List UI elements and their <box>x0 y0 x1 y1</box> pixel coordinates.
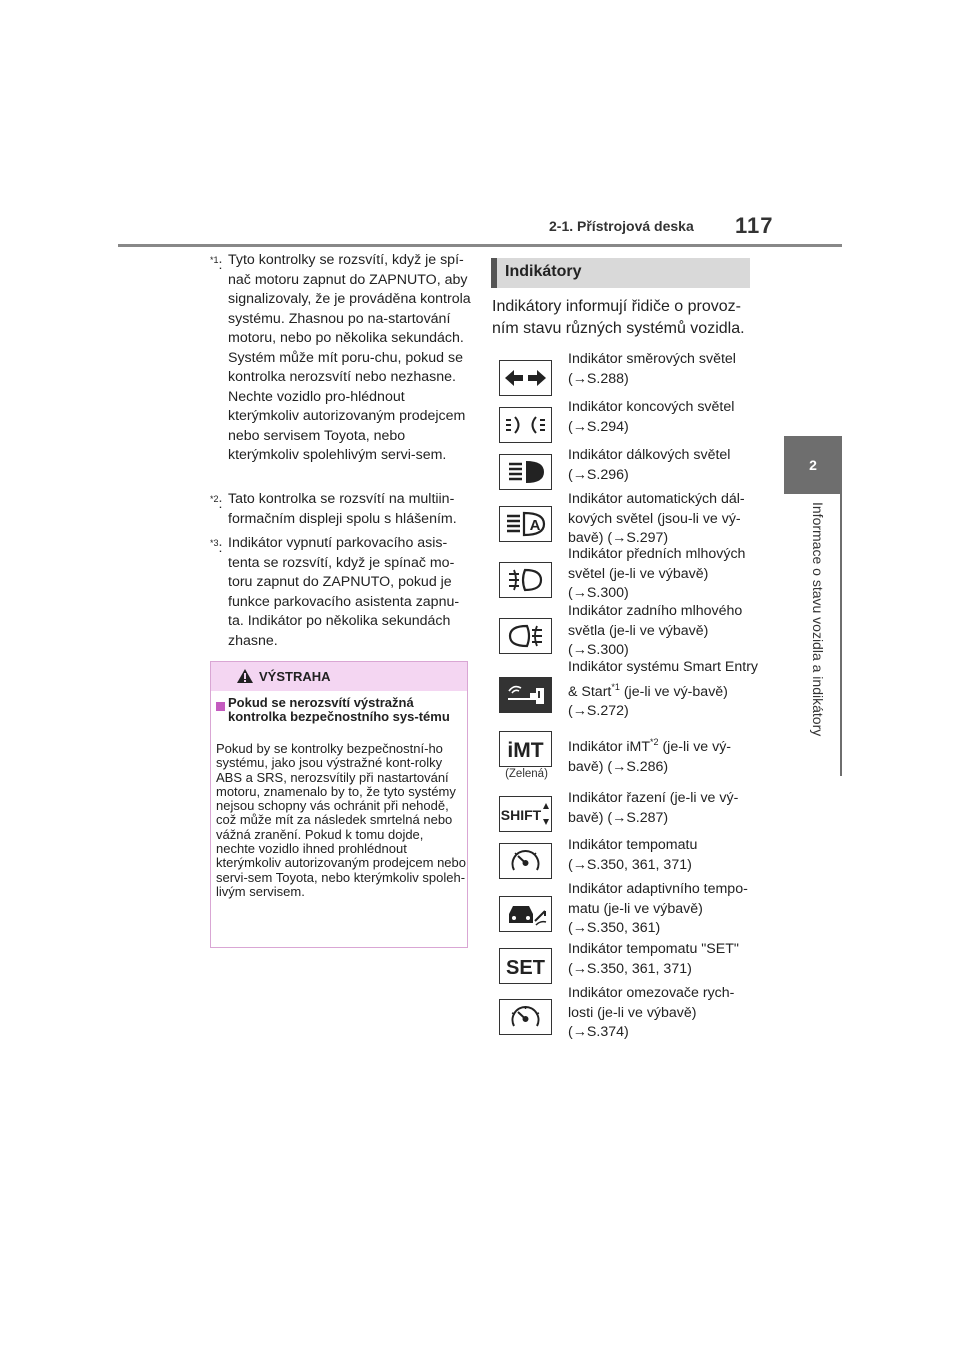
svg-text:iMT: iMT <box>507 739 544 762</box>
svg-text:A: A <box>529 517 541 534</box>
header-divider <box>118 244 842 247</box>
section-heading <box>491 258 750 288</box>
svg-text:SHIFT: SHIFT <box>500 807 542 823</box>
footnote-2 <box>210 490 472 529</box>
svg-text:SET: SET <box>506 957 545 979</box>
chapter-tab-bar <box>840 436 842 776</box>
imt-color-caption: (Zelená) <box>505 768 548 780</box>
warning-box <box>210 661 468 948</box>
footnote-text: Tyto kontrolky se rozsvítí, když je spí-nač motoru zapnut do ZAPNUTO, aby signalizovaly, že je prováděna kontrola systému. Zhasnou po na-startování motoru, nebo po několika sekundách. Systém může mít poru-chu, pokud se kontrolka nerozsvítí nebo nezhasne. Nechte vozidlo pro-hlédnout kterýmkoliv autorizovaným prodejcem nebo servisem Toyota, nebo kterýmkoliv spolehlivým servi-sem. <box>228 252 471 463</box>
shift-icon <box>499 796 552 832</box>
cruise-set-icon <box>499 948 552 984</box>
indicator-desc-high-beam: Indikátor dálkových světel (→S.296) <box>568 447 731 483</box>
footnote-text: Tato kontrolka se rozsvítí na multiin-formačním displeji spolu s hlášením. <box>228 491 457 527</box>
footnote-mark: $^{*2}$: <box>210 494 223 512</box>
tail-light-icon <box>499 407 552 443</box>
indicator-desc-auto-high-beam: Indikátor automatických dál-kových světel (jsou-li ve vý-bavě) (→S.297) <box>568 491 745 546</box>
bullet-square-icon <box>216 702 225 711</box>
indicator-desc-adaptive-cruise: Indikátor adaptivního tempo-matu (je-li ve výbavě) (→S.350, 361) <box>568 881 748 936</box>
section-heading-title: Indikátory <box>505 263 582 280</box>
speed-limiter-icon <box>499 999 552 1035</box>
chapter-tab-title: Informace o stavu vozidla a indikátory <box>810 502 826 737</box>
turn-signal-icon <box>499 360 552 396</box>
footnote-1 <box>210 251 472 466</box>
imt-icon <box>499 731 552 767</box>
indicator-desc-cruise-control: Indikátor tempomatu (→S.350, 361, 371) <box>568 837 698 873</box>
indicator-desc-smart-entry: Indikátor systému Smart Entry & Start$^{*1}$ (je-li ve vý-bavě) (→S.272) <box>568 659 759 719</box>
warning-title: VÝSTRAHA <box>259 669 331 684</box>
indicator-desc-front-fog: Indikátor předních mlhových světel (je-li ve výbavě) (→S.300) <box>568 546 746 601</box>
footnote-3 <box>210 534 472 651</box>
indicator-desc-speed-limiter: Indikátor omezovače rych-losti (je-li ve výbavě) (→S.374) <box>568 985 735 1040</box>
chapter-tab-number: 2 <box>784 436 842 494</box>
rear-fog-icon <box>499 618 552 654</box>
auto-high-beam-icon <box>499 506 552 542</box>
warning-triangle-icon <box>236 668 254 684</box>
indicator-desc-rear-fog: Indikátor zadního mlhového světla (je-li ve výbavě) (→S.300) <box>568 603 743 658</box>
footnote-text: Indikátor vypnutí parkovacího asis-tenta se rozsvítí, když je spínač mo-toru zapnut do ZAPNUTO, pokud je funkce parkovacího asistenta zapnu-ta. Indikátor po několika sekundách zhasne. <box>228 535 460 649</box>
warning-header <box>211 662 467 691</box>
high-beam-icon <box>499 454 552 490</box>
footnote-mark: $^{*3}$: <box>210 538 223 556</box>
indicator-desc-imt: Indikátor iMT$^{*2}$ (je-li ve vý-bavě) (→S.286) <box>568 737 732 775</box>
indicator-desc-turn-signal: Indikátor směrových světel (→S.288) <box>568 351 736 387</box>
indicator-desc-tail-light: Indikátor koncových světel (→S.294) <box>568 399 735 435</box>
warning-body: Pokud by se kontrolky bezpečnostní-ho systému, jako jsou výstražné kont-rolky ABS a SRS, nerozsvítily při nastartování motoru, znamenalo by to, že tyto systémy nejsou schopny vás ochránit při nehodě, což může mít za následek smrtelná nebo vážná zranění. Pokud k tomu dojde, nechte vozidlo ihned prohlédnout kterýmkoliv autorizovaným prodejcem nebo servi-sem Toyota, nebo kterýmkoliv spoleh-livým servisem. <box>216 741 466 899</box>
cruise-control-icon <box>499 843 552 879</box>
page-number: 117 <box>735 213 774 238</box>
section-title: 2-1. Přístrojová deska <box>549 218 694 234</box>
warning-subtitle: Pokud se nerozsvítí výstražná kontrolka bezpečnostního sys-tému <box>228 695 450 724</box>
footnote-mark: $^{*1}$: <box>210 255 223 273</box>
section-heading-bar <box>491 258 497 288</box>
front-fog-icon <box>499 562 552 598</box>
section-intro: Indikátory informují řidiče o provoz-ním stavu různých systémů vozidla. <box>492 298 745 337</box>
smart-entry-icon <box>499 677 552 713</box>
indicator-desc-shift: Indikátor řazení (je-li ve vý-bavě) (→S.287) <box>568 790 739 826</box>
indicator-desc-cruise-set: Indikátor tempomatu "SET" (→S.350, 361, 371) <box>568 941 739 977</box>
adaptive-cruise-icon <box>499 896 552 932</box>
